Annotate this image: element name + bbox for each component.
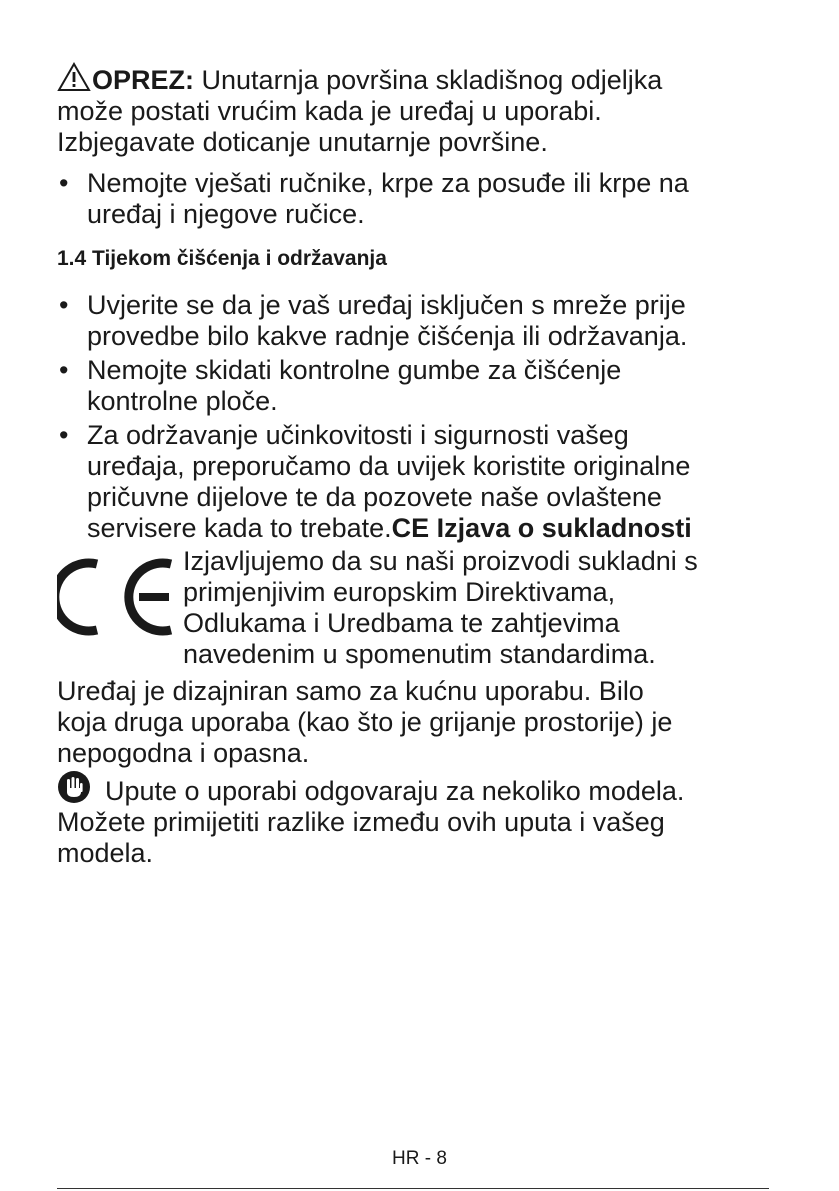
caution-text-line1: Unutarnja površina skladišnog odjeljka [194,65,663,95]
page-number: HR - 8 [392,1148,447,1169]
ce-declaration-text: Izjavljujemo da su naši proizvodi sukladni s primjenjivim europskim Direktivama, Odlukama i Uredbama te zahtjevima navedenim u spomenutim standardima. [183,546,698,669]
list-item: • Nemojte skidati kontrolne gumbe za čišćenje kontrolne ploče. [59,355,622,416]
bullet-marker: • [59,420,69,450]
ce-declaration-heading: CE Izjava o sukladnosti [391,513,692,543]
bullet-marker: • [59,355,69,385]
bullet-marker: • [59,168,69,198]
bullet-list-maintenance [57,290,777,544]
caution-text-line2: može postati vrućim kada je uređaj u uporabi. [57,96,602,126]
bullet-marker: • [59,290,69,320]
list-item: • Nemojte vješati ručnike, krpe za posuđe ili krpe na uređaj i njegove ručice. [59,168,689,229]
ce-mark-icon [57,556,177,638]
caution-notice [57,62,662,158]
hand-stop-icon [57,770,91,804]
warning-triangle-icon [57,62,91,92]
ce-declaration [57,546,777,672]
bullet-list-top [57,168,777,230]
section-heading: 1.4 Tijekom čišćenja i održavanja [57,247,387,270]
footer-divider [57,1188,769,1189]
caution-text-line3: Izbjegavate doticanje unutarnje površine. [57,127,548,157]
usage-paragraph: Uređaj je dizajniran samo za kućnu uporabu. Bilo koja druga uporaba (kao što je grijanje prostorije) je nepogodna i opasna. [57,676,673,768]
caution-label: OPREZ: [92,65,195,95]
list-item: • Za održavanje učinkovitosti i sigurnosti vašeg uređaja, preporučamo da uvijek koristite originalne pričuvne dijelove te da pozovete naše ovlaštene servisere kada to trebate.CE Izjava o sukladnosti [59,420,692,543]
models-note: Upute o uporabi odgovaraju za nekoliko modela. Možete primijetiti razlike između ovih uputa i vašeg modela. [57,770,777,869]
list-item: • Uvjerite se da je vaš uređaj isključen s mreže prije provedbe bilo kakve radnje čišćenja ili održavanja. [59,290,688,351]
